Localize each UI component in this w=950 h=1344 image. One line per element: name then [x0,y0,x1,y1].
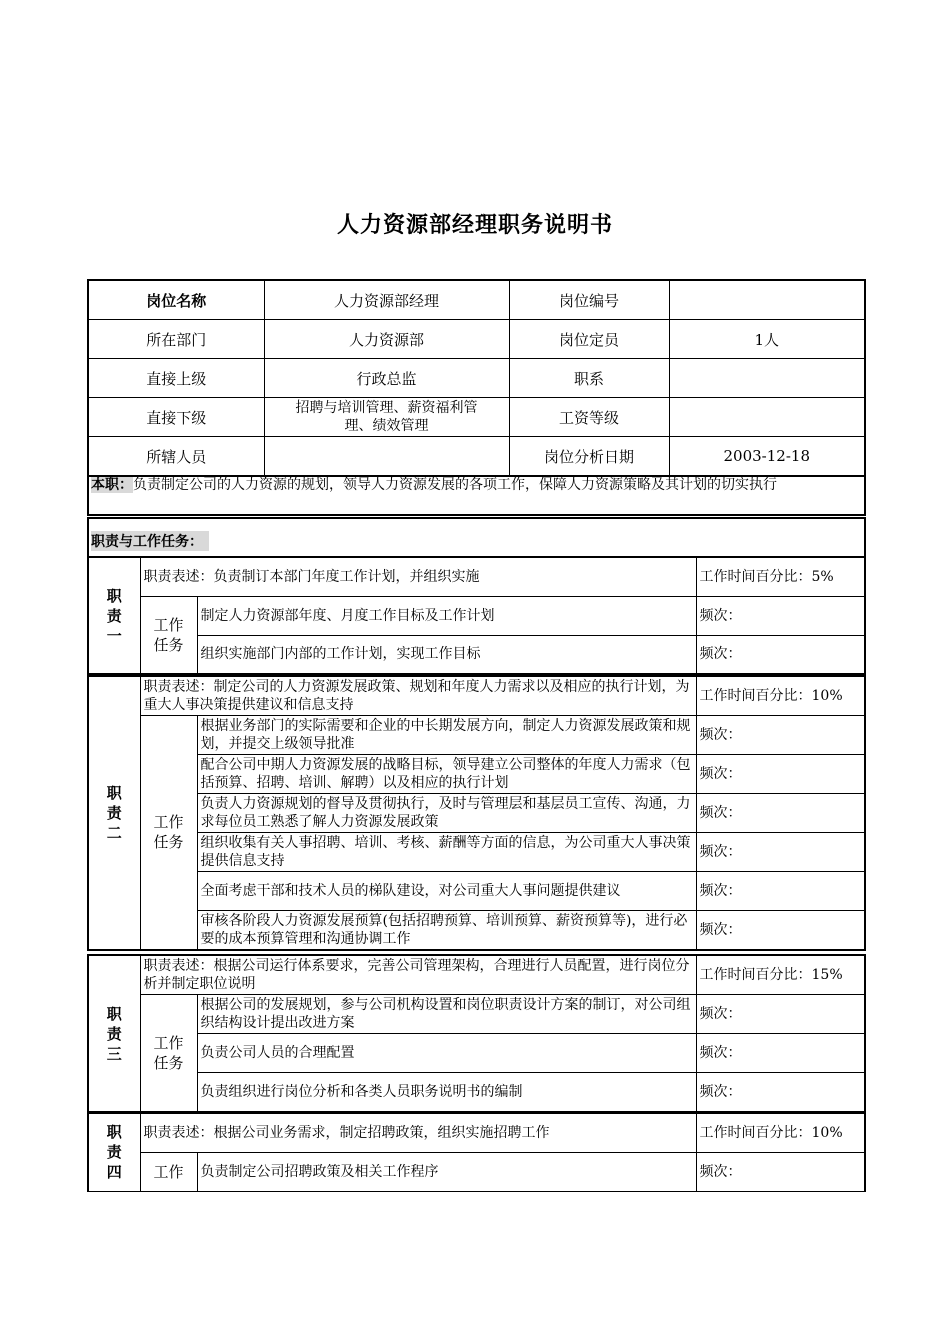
document-title: 人力资源部经理职务说明书 [336,213,613,238]
time-percentage: 工作时间百分比：10% [696,676,865,715]
task-frequency: 频次： [696,1072,865,1112]
task-text: 根据公司的发展规划，参与公司机构设置和岗位职责设计方案的制订，对公司组织结构设计提出改进方案 [197,994,696,1033]
table-row [88,1113,865,1152]
task-text: 负责人力资源规划的督导及贯彻执行，及时与管理层和基层员工宣传、沟通，力求每位员工熟悉了解人力资源发展政策 [197,793,696,832]
value-analysis-date: 2003-12-18 [669,437,865,477]
value-staff [264,437,509,477]
time-percentage: 工作时间百分比：5% [696,557,865,596]
value-headcount: 1人 [669,320,865,359]
value-job-code [669,280,865,320]
time-percentage: 工作时间百分比：10% [696,1113,865,1152]
duty-name: 职责一 [88,557,140,674]
task-text: 组织实施部门内部的工作计划，实现工作目标 [197,635,696,674]
label-job-code: 岗位编号 [509,280,669,320]
task-text: 制定人力资源部年度、月度工作目标及工作计划 [197,596,696,635]
task-frequency: 频次： [696,910,865,950]
task-frequency: 频次： [696,715,865,754]
table-row [88,955,865,994]
label-pay-grade: 工资等级 [509,398,669,437]
duty-table-2 [87,675,866,951]
task-text: 全面考虑干部和技术人员的梯队建设，对公司重大人事问题提供建议 [197,871,696,910]
table-row [88,1072,865,1112]
task-label: 工作任务 [140,715,197,950]
table-row [88,437,865,477]
table-row [88,359,865,398]
table-row [88,596,865,635]
duty-table-1 [87,556,866,675]
table-row [88,871,865,910]
task-frequency: 频次： [696,871,865,910]
duty-table-4 [87,1112,866,1192]
task-frequency: 频次： [696,1033,865,1072]
task-text: 根据业务部门的实际需要和企业的中长期发展方向，制定人力资源发展政策和规划，并提交上级领导批准 [197,715,696,754]
task-label: 工作 [140,1152,197,1191]
task-text: 负责组织进行岗位分析和各类人员职务说明书的编制 [197,1072,696,1112]
duty-description: 职责表述：根据公司运行体系要求，完善公司管理架构，合理进行人员配置，进行岗位分析并制定职位说明 [140,955,696,994]
task-frequency: 频次： [696,793,865,832]
table-row [88,676,865,715]
task-text: 组织收集有关人事招聘、培训、考核、薪酬等方面的信息，为公司重大人事决策提供信息支持 [197,832,696,871]
task-frequency: 频次： [696,832,865,871]
task-frequency: 频次： [696,1152,865,1191]
value-department: 人力资源部 [264,320,509,359]
table-row [88,715,865,754]
table-row [88,832,865,871]
duty-name: 职责二 [88,676,140,950]
label-analysis-date: 岗位分析日期 [509,437,669,477]
task-label: 工作任务 [140,994,197,1112]
task-text: 审核各阶段人力资源发展预算(包括招聘预算、培训预算、薪资预算等)，进行必要的成本预算管理和沟通协调工作 [197,910,696,950]
value-superior: 行政总监 [264,359,509,398]
table-row [88,557,865,596]
duty-description: 职责表述：制定公司的人力资源发展政策、规划和年度人力需求以及相应的执行计划，为重大人事决策提供建议和信息支持 [140,676,696,715]
label-job-family: 职系 [509,359,669,398]
table-row [88,1152,865,1191]
duty-name: 职责三 [88,955,140,1112]
subordinates-line-2: 理、绩效管理 [344,418,429,434]
section-title: 职责与工作任务： [91,531,209,551]
time-percentage: 工作时间百分比：15% [696,955,865,994]
duty-table-3 [87,954,866,1113]
table-row [88,280,865,320]
core-responsibility-text: 负责制定公司的人力资源的规划，领导人力资源发展的各项工作，保障人力资源策略及其计划的切实执行 [133,477,777,493]
task-text: 负责制定公司招聘政策及相关工作程序 [197,1152,696,1191]
label-subordinates: 直接下级 [88,398,264,437]
value-job-family [669,359,865,398]
label-department: 所在部门 [88,320,264,359]
duty-name: 职责四 [88,1113,140,1191]
value-subordinates [264,398,509,437]
table-row [88,994,865,1033]
job-info-table [87,279,866,477]
duty-description: 职责表述：根据公司业务需求，制定招聘政策，组织实施招聘工作 [140,1113,696,1152]
table-row [88,910,865,950]
task-text: 配合公司中期人力资源发展的战略目标，领导建立公司整体的年度人力需求（包括预算、招聘、培训、解聘）以及相应的执行计划 [197,754,696,793]
subordinates-line-1: 招聘与培训管理、薪资福利管 [295,400,478,416]
table-row [88,754,865,793]
task-frequency: 频次： [696,754,865,793]
task-frequency: 频次： [696,994,865,1033]
duty-description: 职责表述：负责制订本部门年度工作计划，并组织实施 [140,557,696,596]
label-job-title: 岗位名称 [88,280,264,320]
section-header [87,517,866,557]
task-text: 负责公司人员的合理配置 [197,1033,696,1072]
label-superior: 直接上级 [88,359,264,398]
table-row [88,635,865,674]
table-row [88,1033,865,1072]
task-frequency: 频次： [696,635,865,674]
table-row [88,793,865,832]
label-staff: 所辖人员 [88,437,264,477]
core-responsibility [87,476,866,516]
task-label: 工作任务 [140,596,197,674]
label-headcount: 岗位定员 [509,320,669,359]
table-row [88,398,865,437]
value-job-title: 人力资源部经理 [264,280,509,320]
task-frequency: 频次： [696,596,865,635]
table-row [88,320,865,359]
core-responsibility-label: 本职： [91,477,133,493]
value-pay-grade [669,398,865,437]
